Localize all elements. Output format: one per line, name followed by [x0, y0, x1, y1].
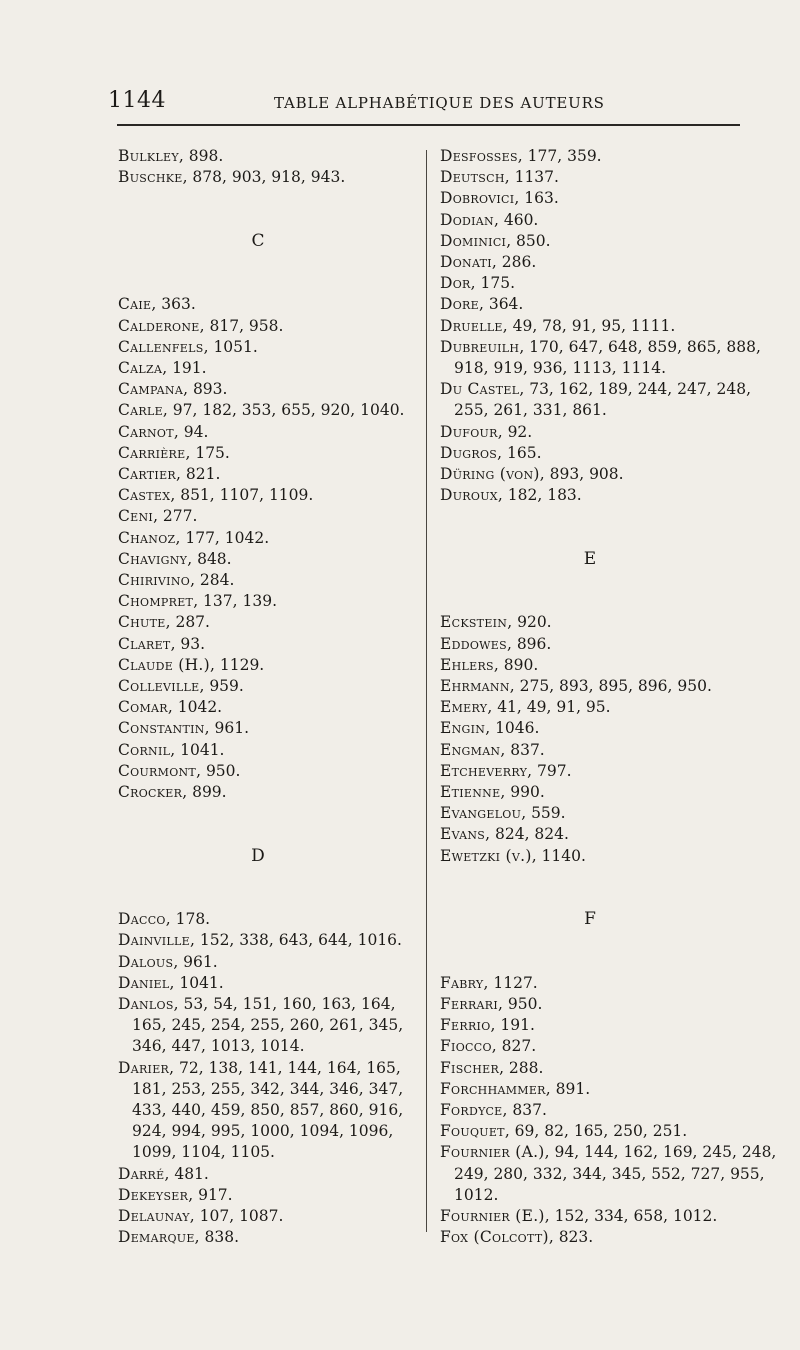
author-name: Dominici [440, 231, 507, 250]
author-name: Engin [440, 719, 486, 738]
section-letter: C [251, 230, 265, 251]
index-entry: Carnot, 94. [118, 422, 209, 441]
index-entry: Carrière, 175. [118, 443, 230, 462]
index-entry: Dainville, 152, 338, 643, 644, 1016. [118, 931, 402, 950]
page-references: 878, 903, 918, 943. [192, 168, 346, 187]
author-name: Evangelou [440, 804, 522, 823]
author-name: Deutsch [440, 168, 505, 187]
index-entry: Chanoz, 177, 1042. [118, 528, 270, 547]
page-references: 827. [501, 1037, 537, 1056]
page-references: 284. [199, 571, 235, 590]
index-entry: Evans, 824, 824. [440, 825, 569, 844]
author-name: Du Castel [440, 380, 520, 399]
page-references: 107, 1087. [199, 1207, 284, 1226]
page-references: 848. [197, 549, 232, 568]
author-name: Dubreuilh [440, 337, 520, 356]
index-entry: Ehlers, 890. [440, 655, 539, 674]
author-name: Campana [118, 380, 184, 399]
index-entry: Cartier, 821. [118, 465, 221, 484]
index-entry: Demarque, 838. [118, 1228, 240, 1247]
page-references: 163. [524, 189, 559, 208]
author-name: Callenfels [118, 337, 204, 356]
page-references: 364. [488, 295, 524, 314]
index-entry: Fiocco, 827. [440, 1037, 537, 1056]
page-references: 175. [480, 274, 516, 293]
author-name: Cornil [118, 740, 171, 759]
author-name: Dor [440, 274, 471, 293]
page-references: 1046. [495, 719, 540, 738]
author-name: Calderone [118, 316, 200, 335]
page-references: 288. [508, 1058, 544, 1077]
author-name: Engman [440, 740, 501, 759]
author-name: Buschke [118, 168, 183, 187]
page-references: 850. [516, 231, 551, 250]
index-entry: Fournier (E.), 152, 334, 658, 1012. [440, 1207, 718, 1226]
page-references: 363. [161, 295, 196, 314]
index-entry: Darré, 481. [118, 1164, 209, 1183]
author-name: Fabry [440, 973, 484, 992]
author-name: Dore [440, 295, 479, 314]
index-entry: Delaunay, 107, 1087. [118, 1207, 284, 1226]
author-name: Evans [440, 825, 486, 844]
author-name: Claude (H.) [118, 655, 210, 674]
page-references: 961. [214, 719, 250, 738]
index-entry: Desfosses, 177, 359. [440, 147, 602, 165]
author-name: Fournier (E.) [440, 1207, 545, 1226]
author-name: Fournier (A.) [440, 1143, 545, 1162]
page-references: 152, 338, 643, 644, 1016. [199, 931, 402, 950]
author-name: Dekeyser [118, 1185, 189, 1204]
index-entry: Dugros, 165. [440, 443, 542, 462]
index-entry: Fischer, 288. [440, 1058, 544, 1077]
author-name: Dugros [440, 443, 498, 462]
author-name: Dainville [118, 931, 190, 950]
index-entry: Eddowes, 896. [440, 634, 552, 653]
index-entry: Calderone, 817, 958. [118, 316, 284, 335]
header-rule [117, 124, 740, 126]
index-entry: Deutsch, 1137. [440, 168, 559, 187]
author-name: Chavigny [118, 549, 188, 568]
page-references: 41, 49, 91, 95. [497, 698, 611, 717]
section-letter: E [583, 548, 597, 569]
index-entry: Claret, 93. [118, 634, 206, 653]
page-references: 165. [506, 443, 542, 462]
page-references: 94. [183, 422, 209, 441]
author-name: Fiocco [440, 1037, 492, 1056]
author-name: Crocker [118, 783, 183, 802]
author-name: Dufour [440, 422, 498, 441]
index-entry: Colleville, 959. [118, 677, 244, 696]
index-entry: Forchhammer, 891. [440, 1079, 591, 1098]
author-name: Etienne [440, 783, 501, 802]
page-references: 917. [198, 1185, 233, 1204]
author-name: Demarque [118, 1228, 195, 1247]
page-references: 275, 893, 895, 896, 950. [519, 677, 712, 696]
index-entry: Eckstein, 920. [440, 613, 552, 632]
author-name: Colleville [118, 677, 200, 696]
index-entry: Campana, 893. [118, 380, 228, 399]
author-name: Ehrmann [440, 677, 510, 696]
page-references: 893. [192, 380, 228, 399]
page-references: 961. [183, 952, 218, 971]
index-entry: Dominici, 850. [440, 231, 551, 250]
index-entry: Engin, 1046. [440, 719, 540, 738]
author-name: Dalous [118, 952, 174, 971]
author-name: Fordyce [440, 1101, 503, 1120]
page-references: 890. [503, 655, 539, 674]
author-name: Darré [118, 1164, 165, 1183]
author-name: Daniel [118, 973, 170, 992]
page-references: 287. [175, 613, 210, 632]
index-entry: Fox (Colcott), 823. [440, 1228, 594, 1247]
author-name: Castex [118, 486, 171, 505]
page-references: 286. [501, 253, 537, 272]
page-references: 893, 908. [549, 465, 624, 484]
page-references: 898. [188, 147, 224, 165]
page-references: 851, 1107, 1109. [180, 486, 314, 505]
index-entry: Dalous, 961. [118, 952, 218, 971]
index-entry: Comar, 1042. [118, 698, 223, 717]
index-entry: Buschke, 878, 903, 918, 943. [118, 168, 346, 187]
author-name: Chanoz [118, 528, 176, 547]
author-name: Comar [118, 698, 168, 717]
author-name: Cartier [118, 465, 176, 484]
index-entry: Ewetzki (v.), 1140. [440, 846, 586, 865]
index-entry: Donati, 286. [440, 253, 537, 272]
page-references: 950. [507, 995, 543, 1014]
index-entry: Dore, 364. [440, 295, 524, 314]
page-references: 1042. [177, 698, 223, 717]
author-name: Forchhammer [440, 1079, 546, 1098]
index-entry: Dekeyser, 917. [118, 1185, 233, 1204]
page-references: 93. [180, 634, 206, 653]
page-references: 481. [174, 1164, 209, 1183]
index-entry: Claude (H.), 1129. [118, 655, 265, 674]
page-references: 891. [555, 1079, 591, 1098]
page-references: 1041. [180, 740, 225, 759]
index-entry: Dubreuilh, 170, 647, 648, 859, 865, 888, 918, 919, 936, 1113, 1114. [440, 337, 761, 378]
page-references: 178. [175, 910, 211, 929]
page-references: 797. [537, 761, 572, 780]
page-number: 1144 [108, 88, 166, 113]
page-references: 1051. [213, 337, 258, 356]
page-header [108, 88, 740, 118]
index-entry: Fournier (A.), 94, 144, 162, 169, 245, 248, 249, 280, 332, 344, 345, 552, 727, 955, 1012. [440, 1143, 777, 1204]
index-entry: Callenfels, 1051. [118, 337, 258, 356]
left-column [118, 146, 418, 1249]
index-entry: Cornil, 1041. [118, 740, 225, 759]
index-entry: Dodian, 460. [440, 210, 539, 229]
page-references: 72, 138, 141, 144, 164, 165, 181, 253, 255, 342, 344, 346, 347, 433, 440, 459, 850, 857, 860, 916, 924, 994, 995, 1000, 1094, 1096, 1099, 1104, 1105. [132, 1058, 404, 1162]
page-references: 97, 182, 353, 655, 920, 1040. [172, 401, 405, 420]
author-name: Carrière [118, 443, 186, 462]
index-entry: Fordyce, 837. [440, 1101, 547, 1120]
index-entry: Dor, 175. [440, 274, 516, 293]
index-entry: Dufour, 92. [440, 422, 533, 441]
section-letter: D [251, 845, 265, 866]
page-references: 49, 78, 91, 95, 1111. [512, 316, 676, 335]
page-references: 277. [162, 507, 198, 526]
author-name: Dodian [440, 210, 494, 229]
author-name: Eckstein [440, 613, 508, 632]
author-name: Courmont [118, 761, 197, 780]
author-name: Dacco [118, 910, 166, 929]
index-entry: Evangelou, 559. [440, 804, 566, 823]
author-name: Dobrovici [440, 189, 515, 208]
page-references: 182, 183. [507, 486, 582, 505]
author-name: Ferrio [440, 1016, 491, 1035]
index-entry: Düring (von), 893, 908. [440, 465, 624, 484]
index-entry: Constantin, 961. [118, 719, 250, 738]
index-entry: Engman, 837. [440, 740, 545, 759]
author-name: Carle [118, 401, 163, 420]
index-entry: Emery, 41, 49, 91, 95. [440, 698, 611, 717]
index-entry: Chute, 287. [118, 613, 210, 632]
page-references: 817, 958. [209, 316, 284, 335]
index-entry: Calza, 191. [118, 359, 207, 377]
author-name: Eddowes [440, 634, 507, 653]
page-references: 152, 334, 658, 1012. [554, 1207, 718, 1226]
author-name: Duroux [440, 486, 498, 505]
author-name: Emery [440, 698, 488, 717]
page-references: 191. [172, 359, 207, 377]
index-entry: Daniel, 1041. [118, 973, 224, 992]
page-references: 69, 82, 165, 250, 251. [514, 1122, 688, 1141]
page-references: 896. [516, 634, 552, 653]
page-references: 1140. [541, 846, 586, 865]
right-column [440, 146, 780, 1249]
author-name: Fischer [440, 1058, 500, 1077]
author-name: Fox (Colcott) [440, 1228, 549, 1247]
index-entry: Duroux, 182, 183. [440, 486, 582, 505]
index-entry: Caie, 363. [118, 295, 196, 314]
page-references: 837. [510, 740, 545, 759]
page-references: 94, 144, 162, 169, 245, 248, 249, 280, 332, 344, 345, 552, 727, 955, 1012. [454, 1143, 777, 1204]
author-name: Ceni [118, 507, 154, 526]
page-references: 460. [503, 210, 539, 229]
index-entry: Danlos, 53, 54, 151, 160, 163, 164, 165, 245, 254, 255, 260, 261, 345, 346, 447, 1013, 1014. [118, 995, 404, 1056]
author-name: Claret [118, 634, 171, 653]
index-entry: Druelle, 49, 78, 91, 95, 1111. [440, 316, 676, 335]
author-name: Carnot [118, 422, 174, 441]
index-entry: Ehrmann, 275, 893, 895, 896, 950. [440, 677, 712, 696]
author-name: Ehlers [440, 655, 494, 674]
index-entry: Ferrari, 950. [440, 995, 543, 1014]
author-name: Etcheverry [440, 761, 528, 780]
index-entry: Du Castel, 73, 162, 189, 244, 247, 248, 255, 261, 331, 861. [440, 380, 752, 420]
running-title: TABLE ALPHABÉTIQUE DES AUTEURS [274, 94, 605, 112]
author-name: Chute [118, 613, 166, 632]
page-references: 191. [500, 1016, 535, 1035]
author-name: Ferrari [440, 995, 499, 1014]
author-name: Constantin [118, 719, 205, 738]
page-references: 950. [205, 761, 241, 780]
page-references: 1041. [179, 973, 224, 992]
index-entry: Fabry, 1127. [440, 973, 538, 992]
index-entry: Etcheverry, 797. [440, 761, 572, 780]
page-references: 1129. [219, 655, 265, 674]
author-name: Desfosses [440, 147, 518, 165]
page-references: 824, 824. [494, 825, 569, 844]
index-entry: Carle, 97, 182, 353, 655, 920, 1040. [118, 401, 405, 420]
author-name: Druelle [440, 316, 503, 335]
page-references: 92. [507, 422, 533, 441]
index-entry: Courmont, 950. [118, 761, 241, 780]
page-references: 73, 162, 189, 244, 247, 248, 255, 261, 331, 861. [454, 380, 752, 420]
index-entry: Chavigny, 848. [118, 549, 232, 568]
author-name: Düring (von) [440, 465, 540, 484]
author-name: Chompret [118, 592, 194, 611]
section-letter: F [584, 909, 596, 930]
index-entry: Chompret, 137, 139. [118, 592, 277, 611]
column-divider [426, 150, 427, 1232]
author-name: Danlos [118, 995, 174, 1014]
page-references: 177, 359. [527, 147, 602, 165]
page-references: 837. [512, 1101, 547, 1120]
author-name: Ewetzki (v.) [440, 846, 532, 865]
index-entry: Darier, 72, 138, 141, 144, 164, 165, 181, 253, 255, 342, 344, 346, 347, 433, 440, 459, 850, 857, 860, 916, 924, 994, 995, 1000, 1094, 1096, 1099, 1104, 1105. [118, 1058, 404, 1162]
index-entry: Ceni, 277. [118, 507, 198, 526]
page-references: 838. [204, 1228, 240, 1247]
page-references: 1137. [514, 168, 559, 187]
page-references: 1127. [493, 973, 538, 992]
index-entry: Crocker, 899. [118, 783, 227, 802]
page-references: 990. [510, 783, 545, 802]
index-entry: Fouquet, 69, 82, 165, 250, 251. [440, 1122, 688, 1141]
page-references: 137, 139. [203, 592, 277, 611]
author-name: Donati [440, 253, 492, 272]
page-references: 177, 1042. [185, 528, 270, 547]
index-entry: Castex, 851, 1107, 1109. [118, 486, 314, 505]
author-name: Delaunay [118, 1207, 190, 1226]
author-name: Fouquet [440, 1122, 505, 1141]
page-references: 170, 647, 648, 859, 865, 888, 918, 919, 936, 1113, 1114. [454, 337, 761, 378]
index-entry: Ferrio, 191. [440, 1016, 535, 1035]
author-name: Caie [118, 295, 152, 314]
author-name: Chirivino [118, 571, 191, 590]
index-entry: Etienne, 990. [440, 783, 545, 802]
page-references: 53, 54, 151, 160, 163, 164, 165, 245, 254, 255, 260, 261, 345, 346, 447, 1013, 1014. [132, 995, 404, 1056]
index-entry: Chirivino, 284. [118, 571, 235, 590]
page-references: 821. [185, 465, 221, 484]
page-references: 823. [558, 1228, 594, 1247]
page-references: 175. [195, 443, 230, 462]
page-references: 559. [531, 804, 566, 823]
index-entry: Dacco, 178. [118, 910, 211, 929]
author-name: Darier [118, 1058, 170, 1077]
index-entry: Dobrovici, 163. [440, 189, 559, 208]
author-name: Bulkley [118, 147, 179, 165]
index-entry: Bulkley, 898. [118, 147, 224, 165]
page-references: 899. [192, 783, 227, 802]
author-name: Calza [118, 359, 163, 377]
page-references: 920. [517, 613, 552, 632]
page-references: 959. [209, 677, 244, 696]
